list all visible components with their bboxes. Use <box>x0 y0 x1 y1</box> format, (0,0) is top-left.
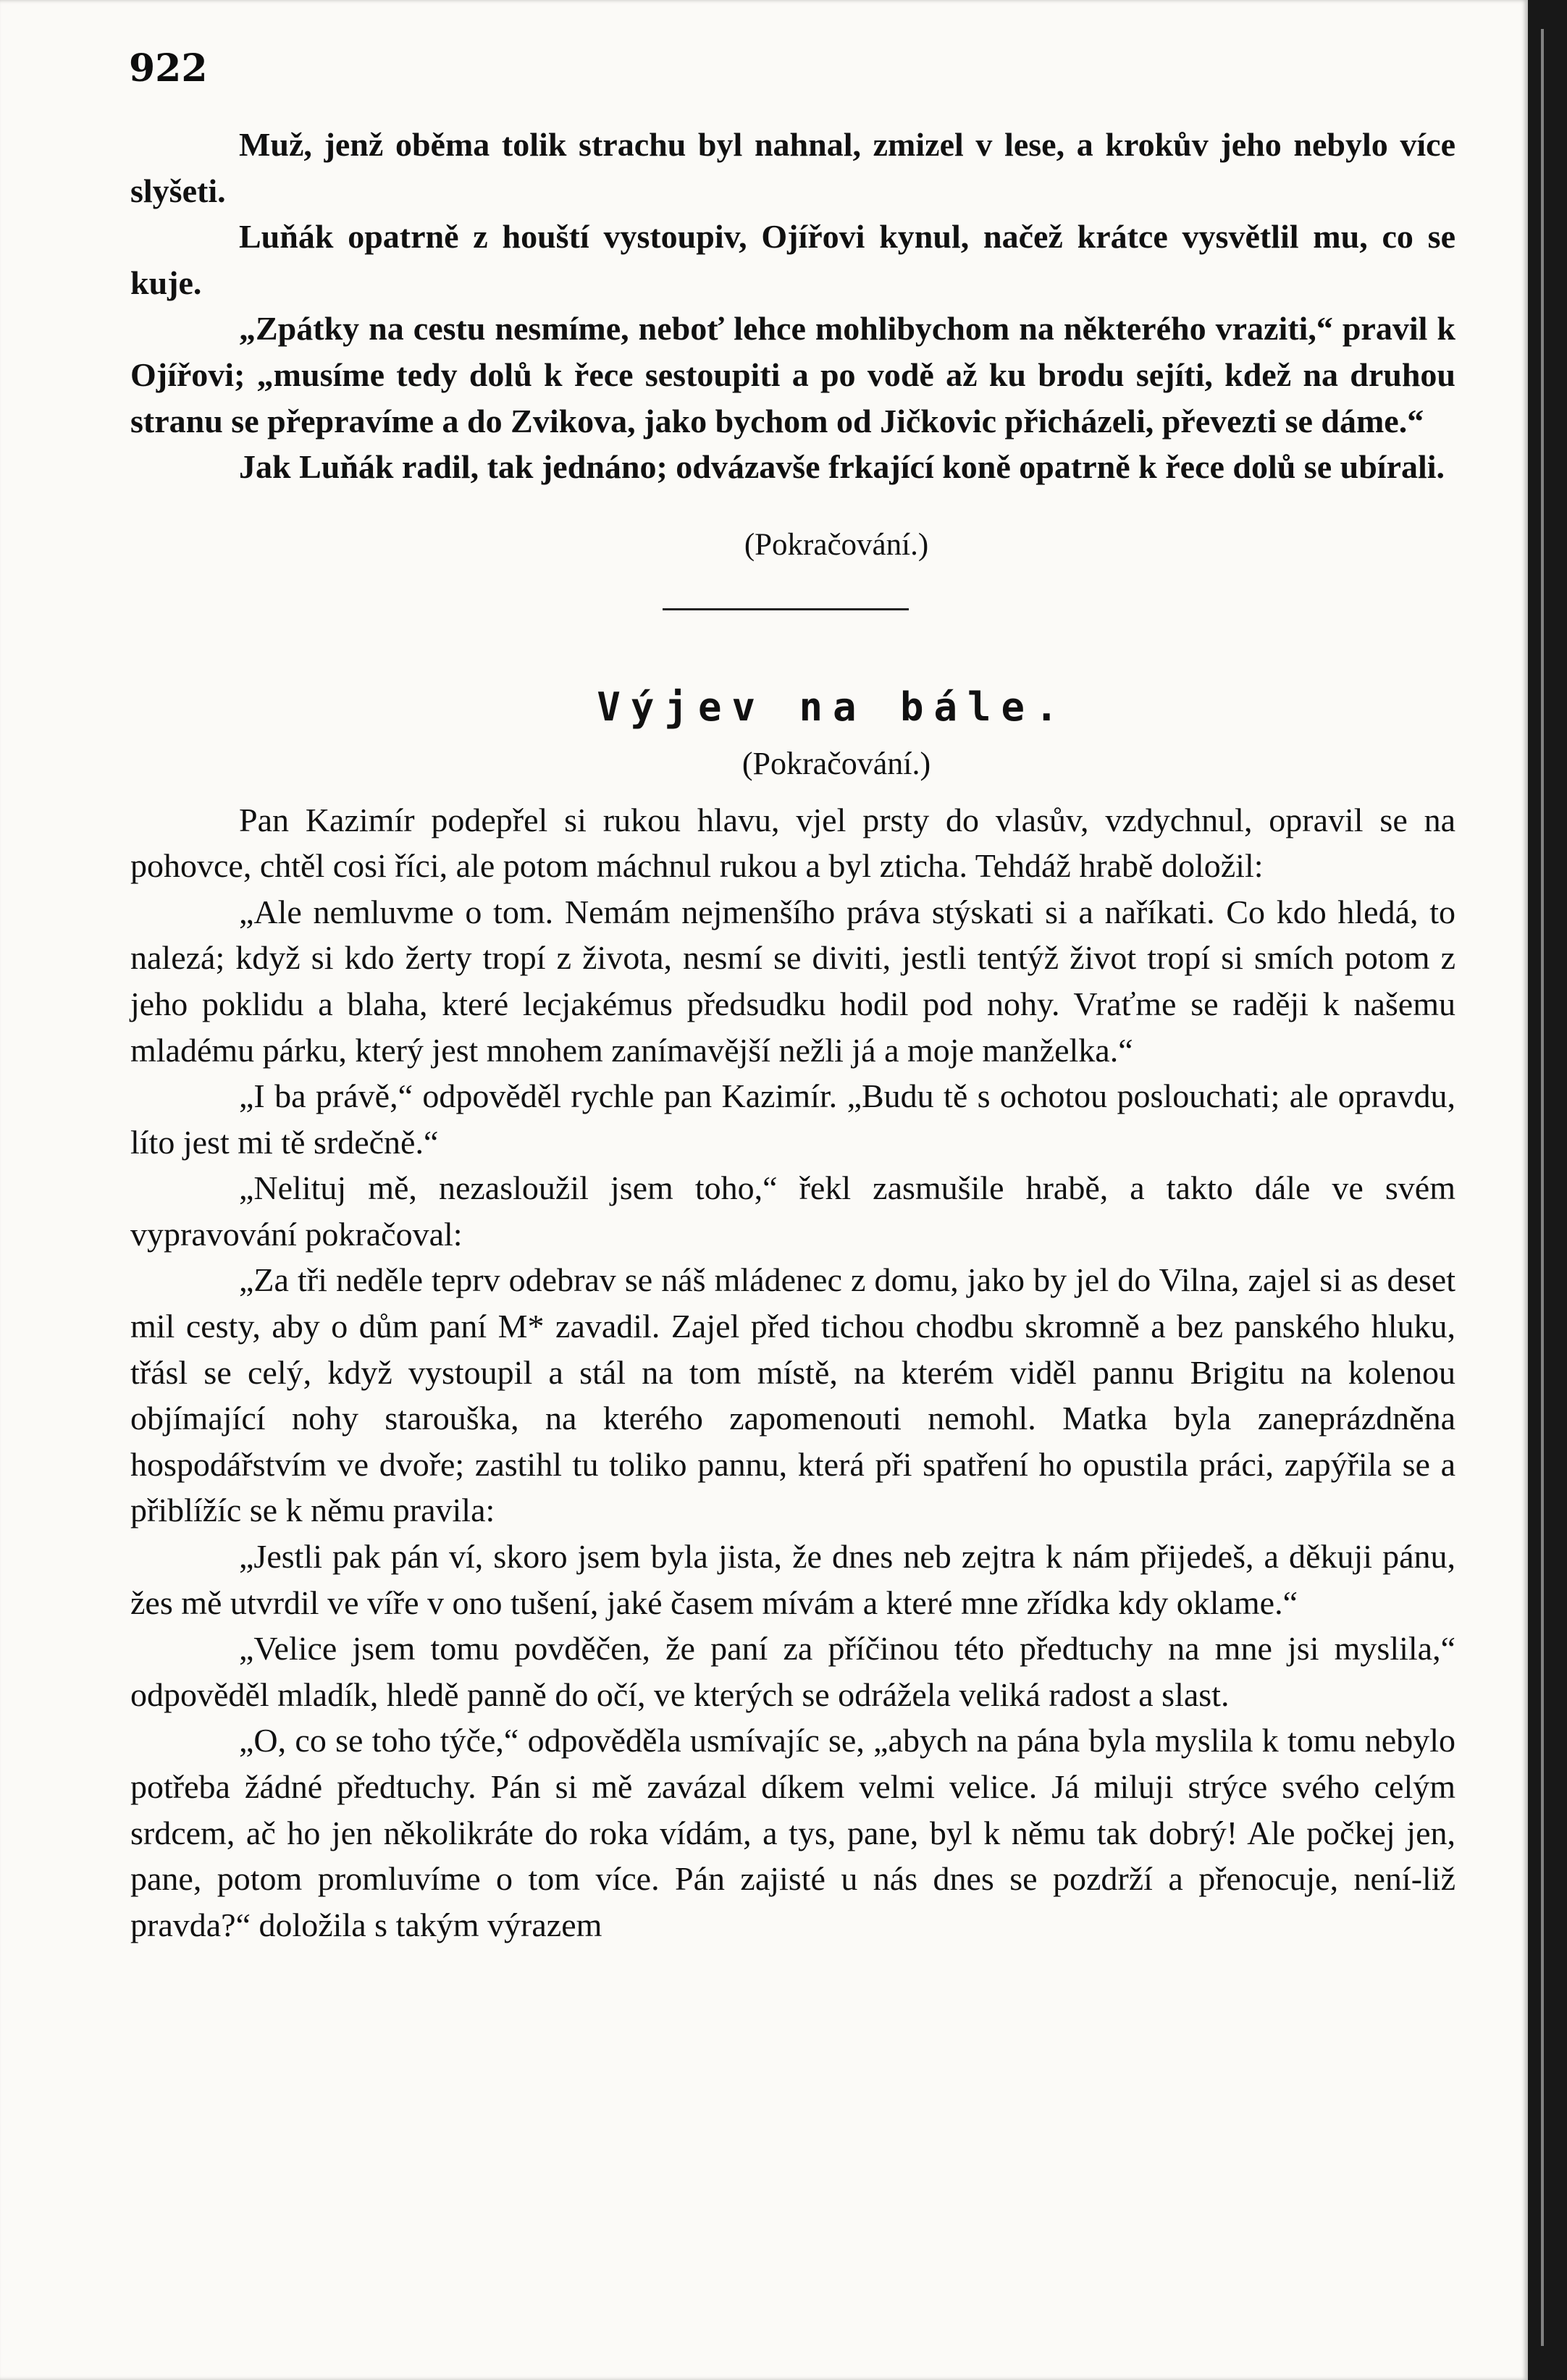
story-ending <box>130 122 1455 490</box>
paragraph: Pan Kazimír podepřel si rukou hlavu, vjel prsty do vlasův, vzdychnul, opravil se na pohovce, chtěl cosi říci, ale potom máchnul rukou a byl zticha. Tehdáž hrabě doložil: <box>130 801 1455 885</box>
section-divider <box>663 608 909 610</box>
paragraph: Muž, jenž oběma tolik strachu byl nahnal, zmizel v lese, a krokův jeho nebylo více slyšeti. <box>130 126 1455 209</box>
paragraph: „Velice jsem tomu povděčen, že paní za příčinou této předtuchy na mne jsi myslila,“ odpověděl mladík, hledě panně do očí, ve kterých se odrážela veliká radost a slast. <box>130 1630 1455 1713</box>
paragraph: „O, co se toho týče,“ odpověděla usmívajíc se, „abych na pána byla myslila k tomu nebylo potřeba žádné předtuchy. Pán si mě zavázal díkem velmi velice. Já miluji strýce svého celým srdcem, ač ho jen několikráte do roka vídám, a tys, pane, byl k němu tak dobrý! Ale počkej jen, pane, potom promluvíme o tom více. Pán zajisté u nás dnes se pozdrží a přenocuje, není-liž pravda?“ doložila s takým výrazem <box>130 1722 1455 1943</box>
binding-edge-line <box>1541 29 1544 2346</box>
paragraph: Jak Luňák radil, tak jednáno; odvázavše frkající koně opatrně k řece dolů se ubírali. <box>239 448 1445 486</box>
continuation-note: (Pokračování.) <box>744 527 929 562</box>
paragraph: „Zpátky na cestu nesmíme, neboť lehce mohlibychom na některého vraziti,“ pravil k Ojířovi; „musíme tedy dolů k řece sestoupiti a po vodě až ku brodu sejíti, kdež na druhou stranu se přepravíme a do Zvikova, jako bychom od Jičkovic přicházeli, převezti se dáme.“ <box>130 310 1455 440</box>
page-content <box>130 122 1455 1948</box>
paragraph: „Nelituj mě, nezasloužil jsem toho,“ řekl zasmušile hrabě, a takto dále ve svém vypravování pokračoval: <box>130 1169 1455 1253</box>
paragraph: „I ba právě,“ odpověděl rychle pan Kazimír. „Budu tě s ochotou poslouchati; ale opravdu, líto jest mi tě srdečně.“ <box>130 1077 1455 1161</box>
paragraph: „Jestli pak pán ví, skoro jsem byla jista, že dnes neb zejtra k nám přijedeš, a děkuji pánu, žes mě utvrdil ve víře v ono tušení, jaké časem mívám a které mne zřídka kdy oklame.“ <box>130 1538 1455 1621</box>
paragraph: „Ale nemluvme o tom. Nemám nejmenšího práva stýskati si a naříkati. Co kdo hledá, to nalezá; když si kdo žerty tropí z života, nesmí se diviti, jestli tentýž život tropí si smích potom z jeho poklidu a blaha, které lecjakémus předsudku hodil pod nohy. Vraťme se raději k našemu mladému párku, který jest mnohem zanímavější nežli já a moje manželka.“ <box>130 893 1455 1069</box>
section-title: Výjev na bále. <box>597 684 1069 731</box>
page-number: 922 <box>129 46 208 91</box>
paragraph: Luňák opatrně z houští vystoupiv, Ojířovi kynul, načež krátce vysvětlil mu, co se kuje. <box>130 218 1455 301</box>
section-body <box>130 797 1455 1948</box>
section-subtitle: (Pokračování.) <box>742 745 931 781</box>
paragraph: „Za tři neděle teprv odebrav se náš mládenec z domu, jako by jel do Vilna, zajel si as deset mil cesty, aby o dům paní M* zavadil. Zajel před tichou chodbu skromně a bez panského hluku, třásl se celý, když vystoupil a stál na tom místě, na kterém viděl pannu Brigitu na kolenou objímající nohy starouška, na kterého zapomenouti nemohl. Matka byla zaneprázdněna hospodářstvím ve dvoře; zastihl tu toliko pannu, která při spatření ho opustila práci, zapýřila se a přiblížíc se k němu pravila: <box>130 1261 1455 1529</box>
book-spine-edge <box>1528 0 1567 2380</box>
